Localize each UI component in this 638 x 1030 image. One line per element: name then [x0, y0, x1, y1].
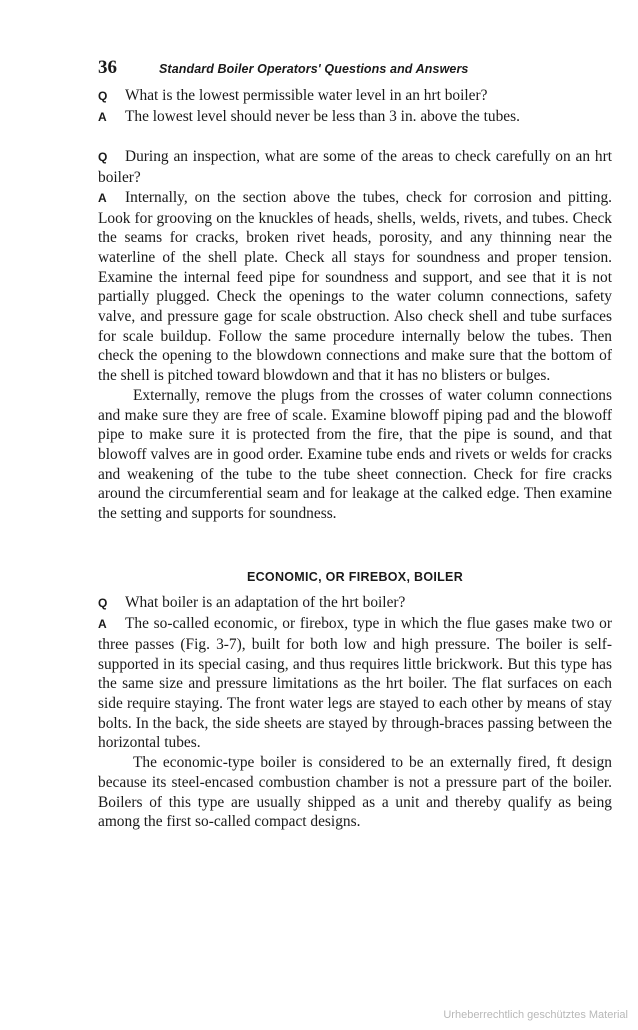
- running-title: Standard Boiler Operators' Questions and Answers: [159, 62, 469, 76]
- copyright-watermark: Urheberrechtlich geschütztes Material: [443, 1009, 628, 1021]
- question-3-text: What boiler is an adaptation of the hrt boiler?: [125, 594, 406, 612]
- answer-2: [98, 188, 612, 386]
- answer-2-paragraph-1: Internally, on the section above the tubes, check for corrosion and pitting. Look for grooving on the knuckles of heads, shells, welds, rivets, and tubes. Check the seams for cracks, broken rivet heads, porosity, and any thinning near the waterline of the shell plate. Check all stays for soundness and proper tension. Examine the internal feed pipe for soundness and support, and see that it is not partially plugged. Check the openings to the water column connections, safety valve, and pressure gage for scale obstruction. Also check shell and tube surfaces for scale buildup. Follow the same procedure internally below the tubes. Then check the opening to the blowdown connections and make sure that the bottom of the shell is pitched toward blowdown and that it has no blisters or bulges.: [98, 188, 612, 385]
- a-marker: A: [98, 617, 107, 632]
- question-3: [98, 593, 612, 614]
- answer-3: [98, 614, 612, 753]
- answer-3-paragraph-1: The so-called economic, or firebox, type in which the flue gases make two or three passes (Fig. 3-7), built for both low and high pressure. The boiler is self-supported in its special casing, and thus requires little brickwork. But this type has the same size and pressure limitations as the hrt boiler. The flat surfaces on each side require staying. The front water legs are stayed to each other by means of stay bolts. In the back, the side sheets are stayed by through-braces passing between the horizontal tubes.: [98, 615, 612, 752]
- question-1-text: What is the lowest permissible water level in an hrt boiler?: [125, 87, 488, 104]
- page-number: 36: [98, 57, 117, 78]
- question-2-text: During an inspection, what are some of the areas to check carefully on an hrt boiler?: [98, 148, 612, 187]
- q-marker: Q: [98, 596, 108, 611]
- answer-2-paragraph-2: Externally, remove the plugs from the crosses of water column connections and make sure they are free of scale. Examine blowoff piping pad and the blowoff pipe to make sure it is protected from the fire, that the pipe is sound, and that blowoff valves are in good order. Examine tube ends and rivets or welds for cracks and weakening of the tube to the tube sheet connection. Check for fire cracks around the circumferential seam and for leakage at the calked edge. Then examine the setting and supports for soundness.: [98, 386, 612, 523]
- section-heading: ECONOMIC, OR FIREBOX, BOILER: [246, 569, 464, 584]
- answer-3-paragraph-2: The economic-type boiler is considered to be an externally fired, ft design because its steel-encased combustion chamber is not a pressure part of the boiler. Boilers of this type are usually shipped as a unit and thereby qualify as being among the first so-called compact designs.: [98, 754, 612, 831]
- body-text: [98, 86, 612, 832]
- question-1: [98, 86, 612, 107]
- running-head: [98, 57, 534, 79]
- a-marker: A: [98, 109, 107, 124]
- q-marker: Q: [98, 150, 108, 165]
- q-marker: Q: [98, 89, 108, 103]
- question-2: [98, 147, 612, 187]
- answer-1: [98, 107, 612, 128]
- answer-1-text: The lowest level should never be less than 3 in. above the tubes.: [125, 107, 520, 125]
- a-marker: A: [98, 190, 107, 205]
